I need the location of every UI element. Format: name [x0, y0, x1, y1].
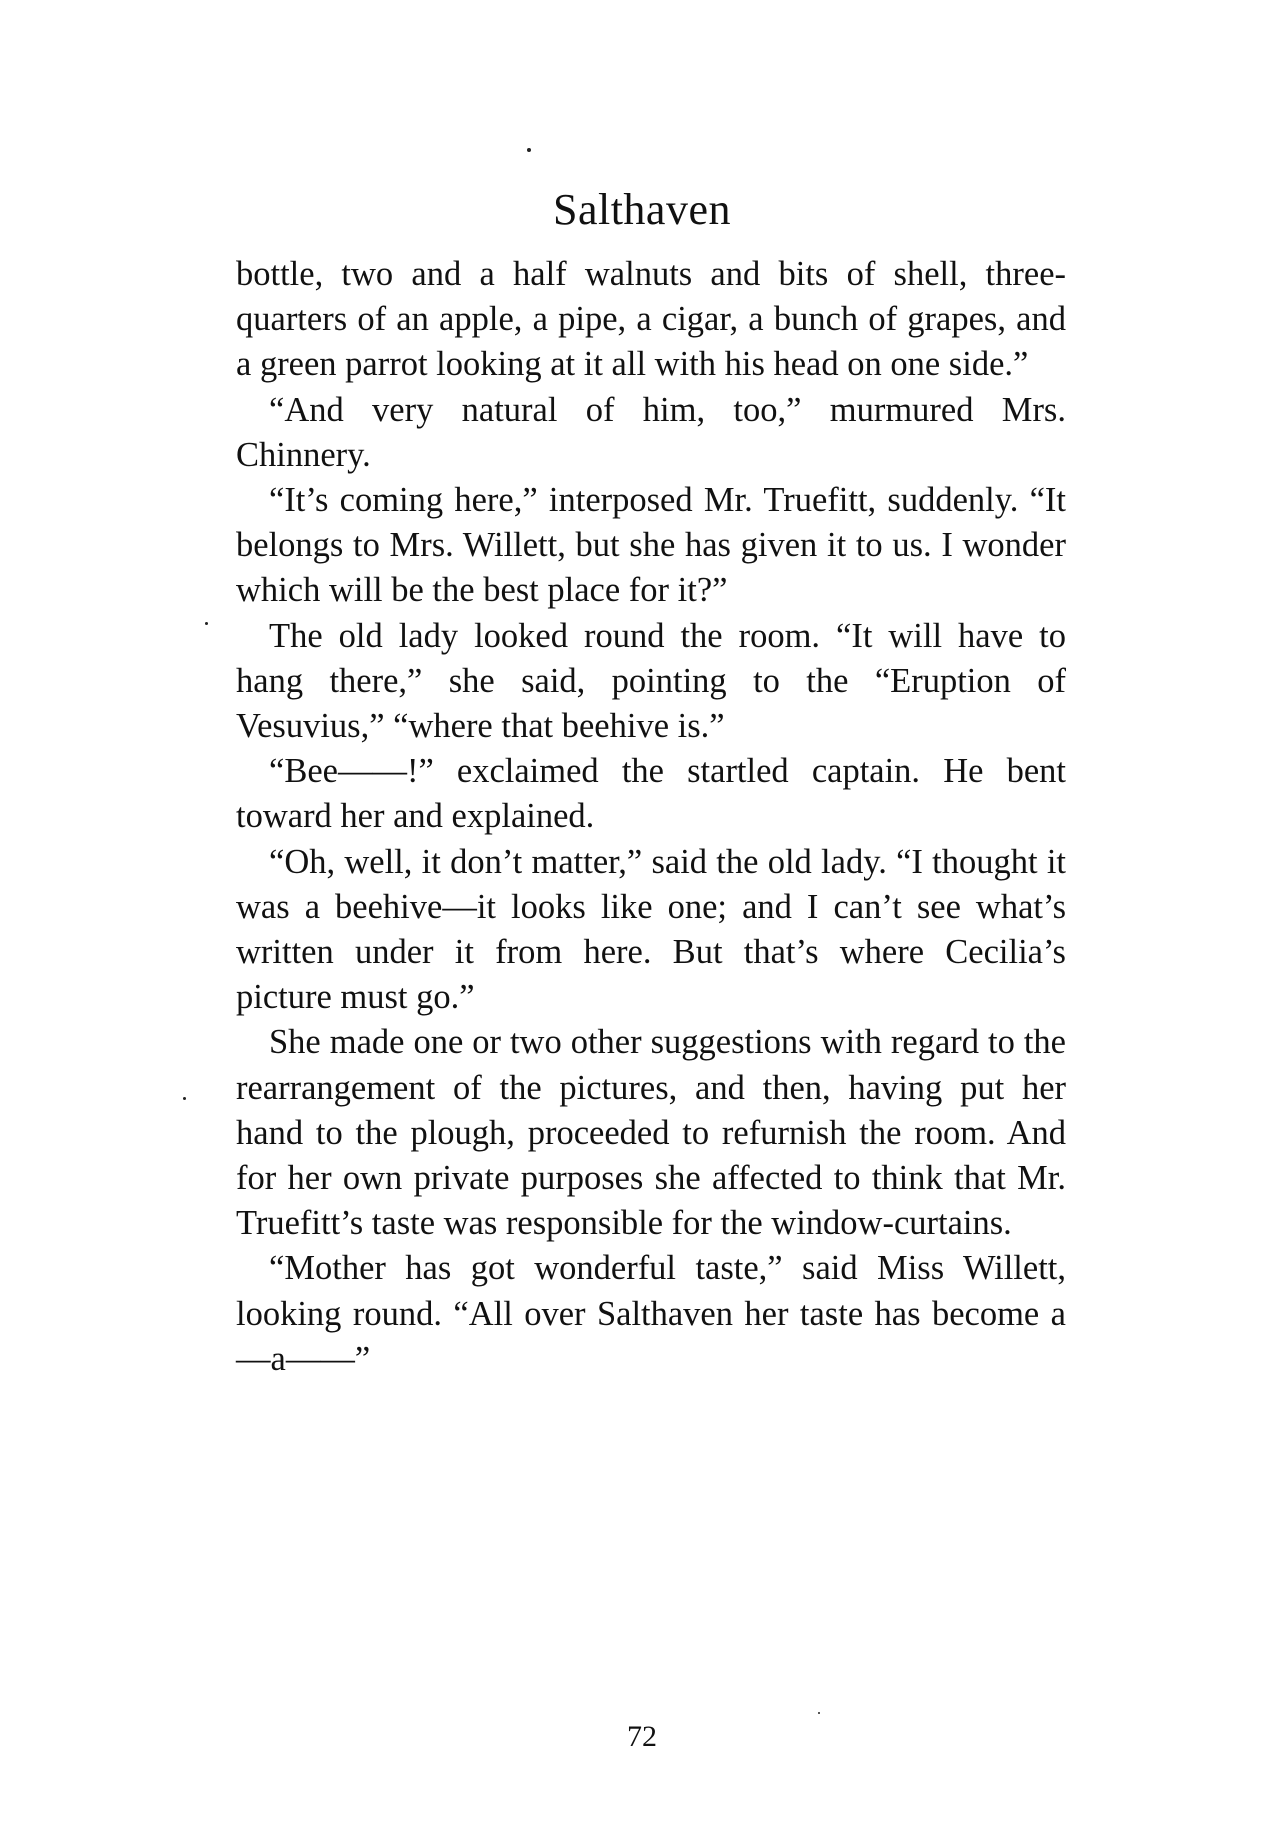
paragraph: “Bee——!” exclaimed the startled captain. He bent toward her and explained.	[236, 752, 1066, 836]
paragraph: The old lady looked round the room. “It will have to hang there,” she said, pointing to the “Eruption of Vesuvius,” “where that beehive is.”	[236, 616, 1066, 746]
page-number: 72	[627, 1720, 657, 1753]
running-head: Salthaven	[552, 185, 731, 234]
paragraph: “Oh, well, it don’t matter,” said the old lady. “I thought it was a beehive—it looks like one; and I can’t see what’s written under it from here. But that’s where Cecilia’s picture must go.”	[236, 842, 1066, 1017]
print-speck	[183, 1097, 186, 1100]
paragraph: “It’s coming here,” interposed Mr. Truefitt, suddenly. “It belongs to Mrs. Willett, but she has given it to us. I wonder which will be the best place for it?”	[236, 481, 1066, 610]
body-text	[236, 252, 1066, 1382]
paragraph: bottle, two and a half walnuts and bits of shell, three-quarters of an apple, a pipe, a cigar, a bunch of grapes, and a green parrot looking at it all with his head on one side.”	[236, 255, 1066, 384]
paragraph: She made one or two other suggestions with regard to the rearrangement of the pictures, and then, having put her hand to the plough, proceeded to refurnish the room. And for her own private purposes she affected to think that Mr. Truefitt’s taste was responsible for the window-curtains.	[236, 1023, 1066, 1243]
print-speck	[818, 1712, 820, 1714]
print-speck	[205, 622, 208, 625]
paragraph: “And very natural of him, too,” murmured Mrs. Chinnery.	[236, 390, 1066, 474]
print-speck	[527, 148, 531, 152]
paragraph: “Mother has got wonderful taste,” said Miss Willett, looking round. “All over Salthaven her taste has become a—a——”	[236, 1249, 1066, 1378]
